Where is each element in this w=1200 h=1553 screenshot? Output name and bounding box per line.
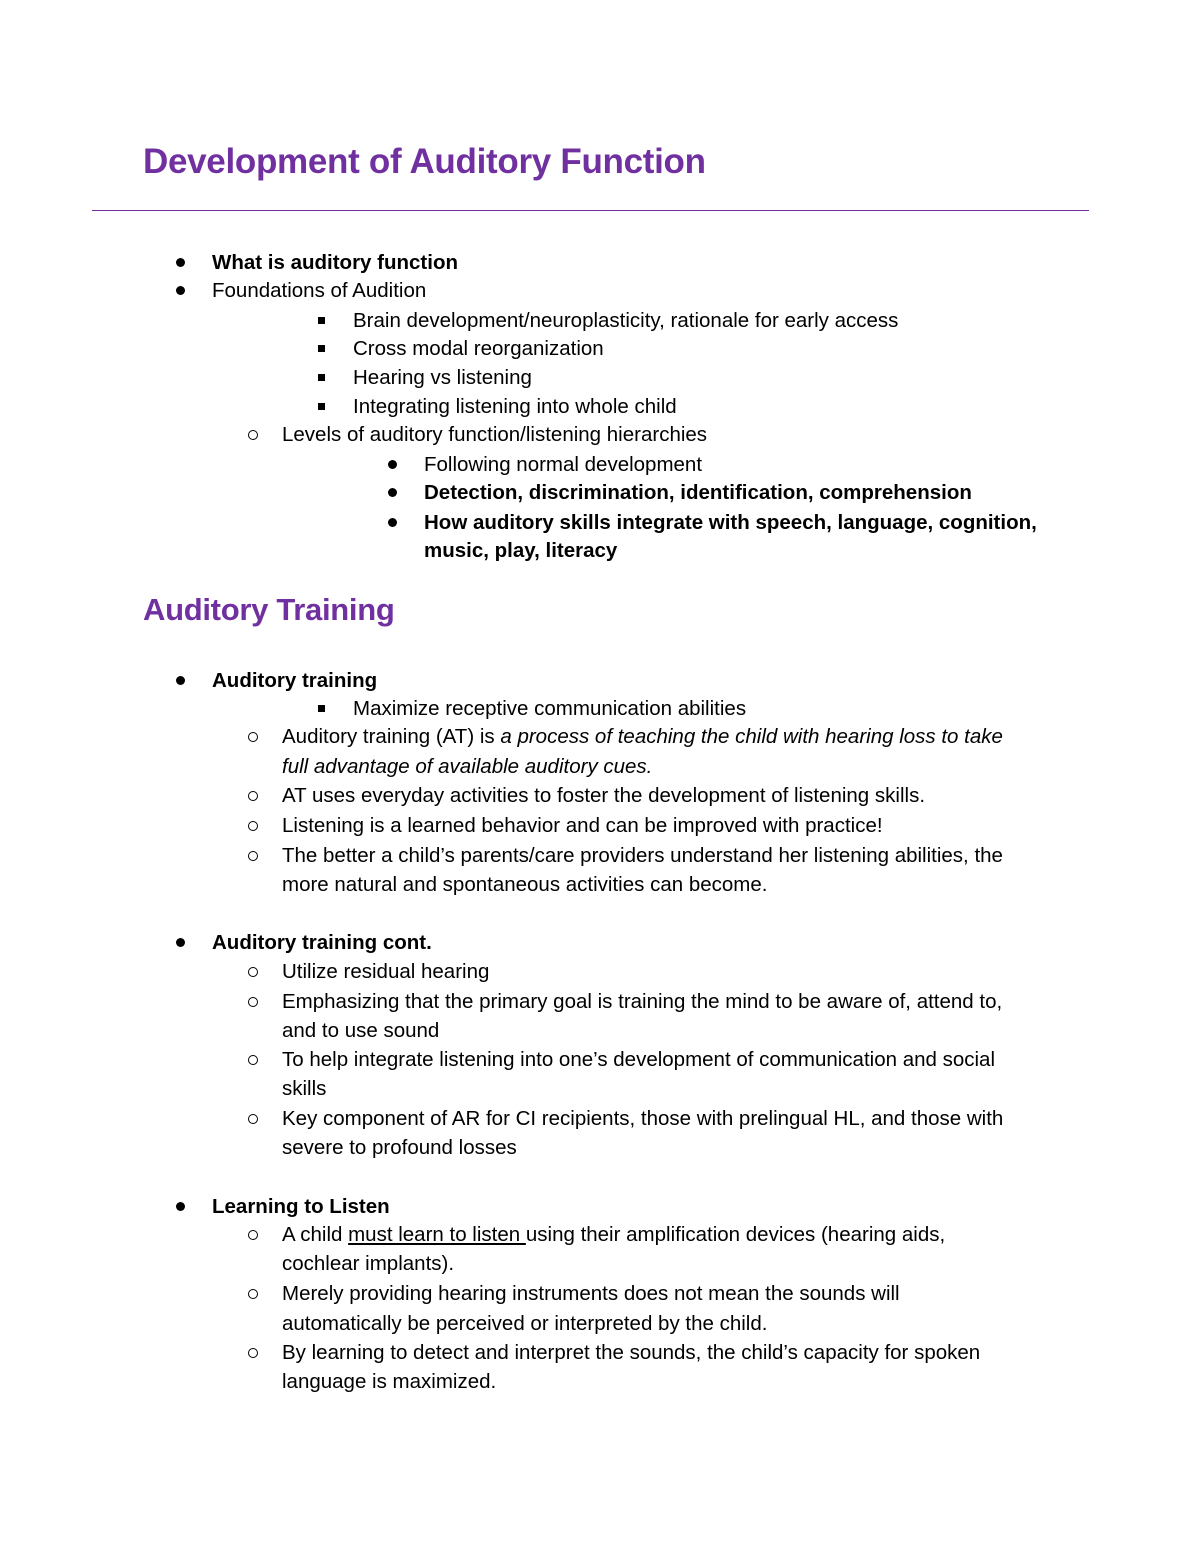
list-item: Levels of auditory function/listening hierarchies xyxy=(282,423,708,446)
list-item: The better a child’s parents/care providers understand her listening abilities, the xyxy=(282,844,1003,867)
list-item: Auditory training cont. xyxy=(212,931,432,954)
list-item: Maximize receptive communication abilities xyxy=(353,697,747,720)
page-title: Development of Auditory Function xyxy=(143,142,706,181)
list-item: Listening is a learned behavior and can be improved with practice! xyxy=(282,814,883,837)
underlined-text: must learn to listen xyxy=(348,1223,526,1246)
list-item: Emphasizing that the primary goal is training the mind to be aware of, attend to, xyxy=(282,990,1003,1013)
title-divider xyxy=(92,210,1089,211)
list-item: Hearing vs listening xyxy=(353,366,532,389)
text-span: Auditory training (AT) is xyxy=(282,725,501,748)
italic-text: a process of teaching the child with hearing loss to take xyxy=(500,725,1003,748)
list-item: Merely providing hearing instruments does not mean the sounds will xyxy=(282,1282,900,1305)
text-span: A child xyxy=(282,1223,349,1246)
list-item: What is auditory function xyxy=(212,251,458,274)
list-item-continuation: automatically be perceived or interpreted by the child. xyxy=(282,1312,768,1335)
list-item: Foundations of Audition xyxy=(212,279,427,302)
list-item: Following normal development xyxy=(424,453,703,476)
list-item: How auditory skills integrate with speech, language, cognition, xyxy=(424,511,1037,534)
list-item-continuation: cochlear implants). xyxy=(282,1252,455,1275)
text-span: using their amplification devices (hearing aids, xyxy=(525,1223,946,1246)
list-item-continuation: more natural and spontaneous activities can become. xyxy=(282,873,768,896)
list-item-continuation: language is maximized. xyxy=(282,1370,497,1393)
list-item: Cross modal reorganization xyxy=(353,337,604,360)
list-item-continuation: and to use sound xyxy=(282,1019,440,1042)
section-heading: Auditory Training xyxy=(143,592,395,627)
list-item: AT uses everyday activities to foster the development of listening skills. xyxy=(282,784,926,807)
list-item xyxy=(282,722,1003,751)
list-item: Detection, discrimination, identification, comprehension xyxy=(424,481,972,504)
list-item: Key component of AR for CI recipients, those with prelingual HL, and those with xyxy=(282,1107,1004,1130)
list-item: Brain development/neuroplasticity, rationale for early access xyxy=(353,309,899,332)
list-item-continuation: severe to profound losses xyxy=(282,1136,517,1159)
list-item-continuation: music, play, literacy xyxy=(424,539,618,562)
list-item: Auditory training xyxy=(212,669,378,692)
list-item: By learning to detect and interpret the sounds, the child’s capacity for spoken xyxy=(282,1341,981,1364)
list-item: Utilize residual hearing xyxy=(282,960,490,983)
list-item xyxy=(282,1220,945,1249)
list-item: To help integrate listening into one’s development of communication and social xyxy=(282,1048,996,1071)
list-item-continuation: skills xyxy=(282,1077,327,1100)
list-item: Integrating listening into whole child xyxy=(353,395,677,418)
list-item-continuation: full advantage of available auditory cues. xyxy=(282,755,653,778)
list-item: Learning to Listen xyxy=(212,1195,390,1218)
